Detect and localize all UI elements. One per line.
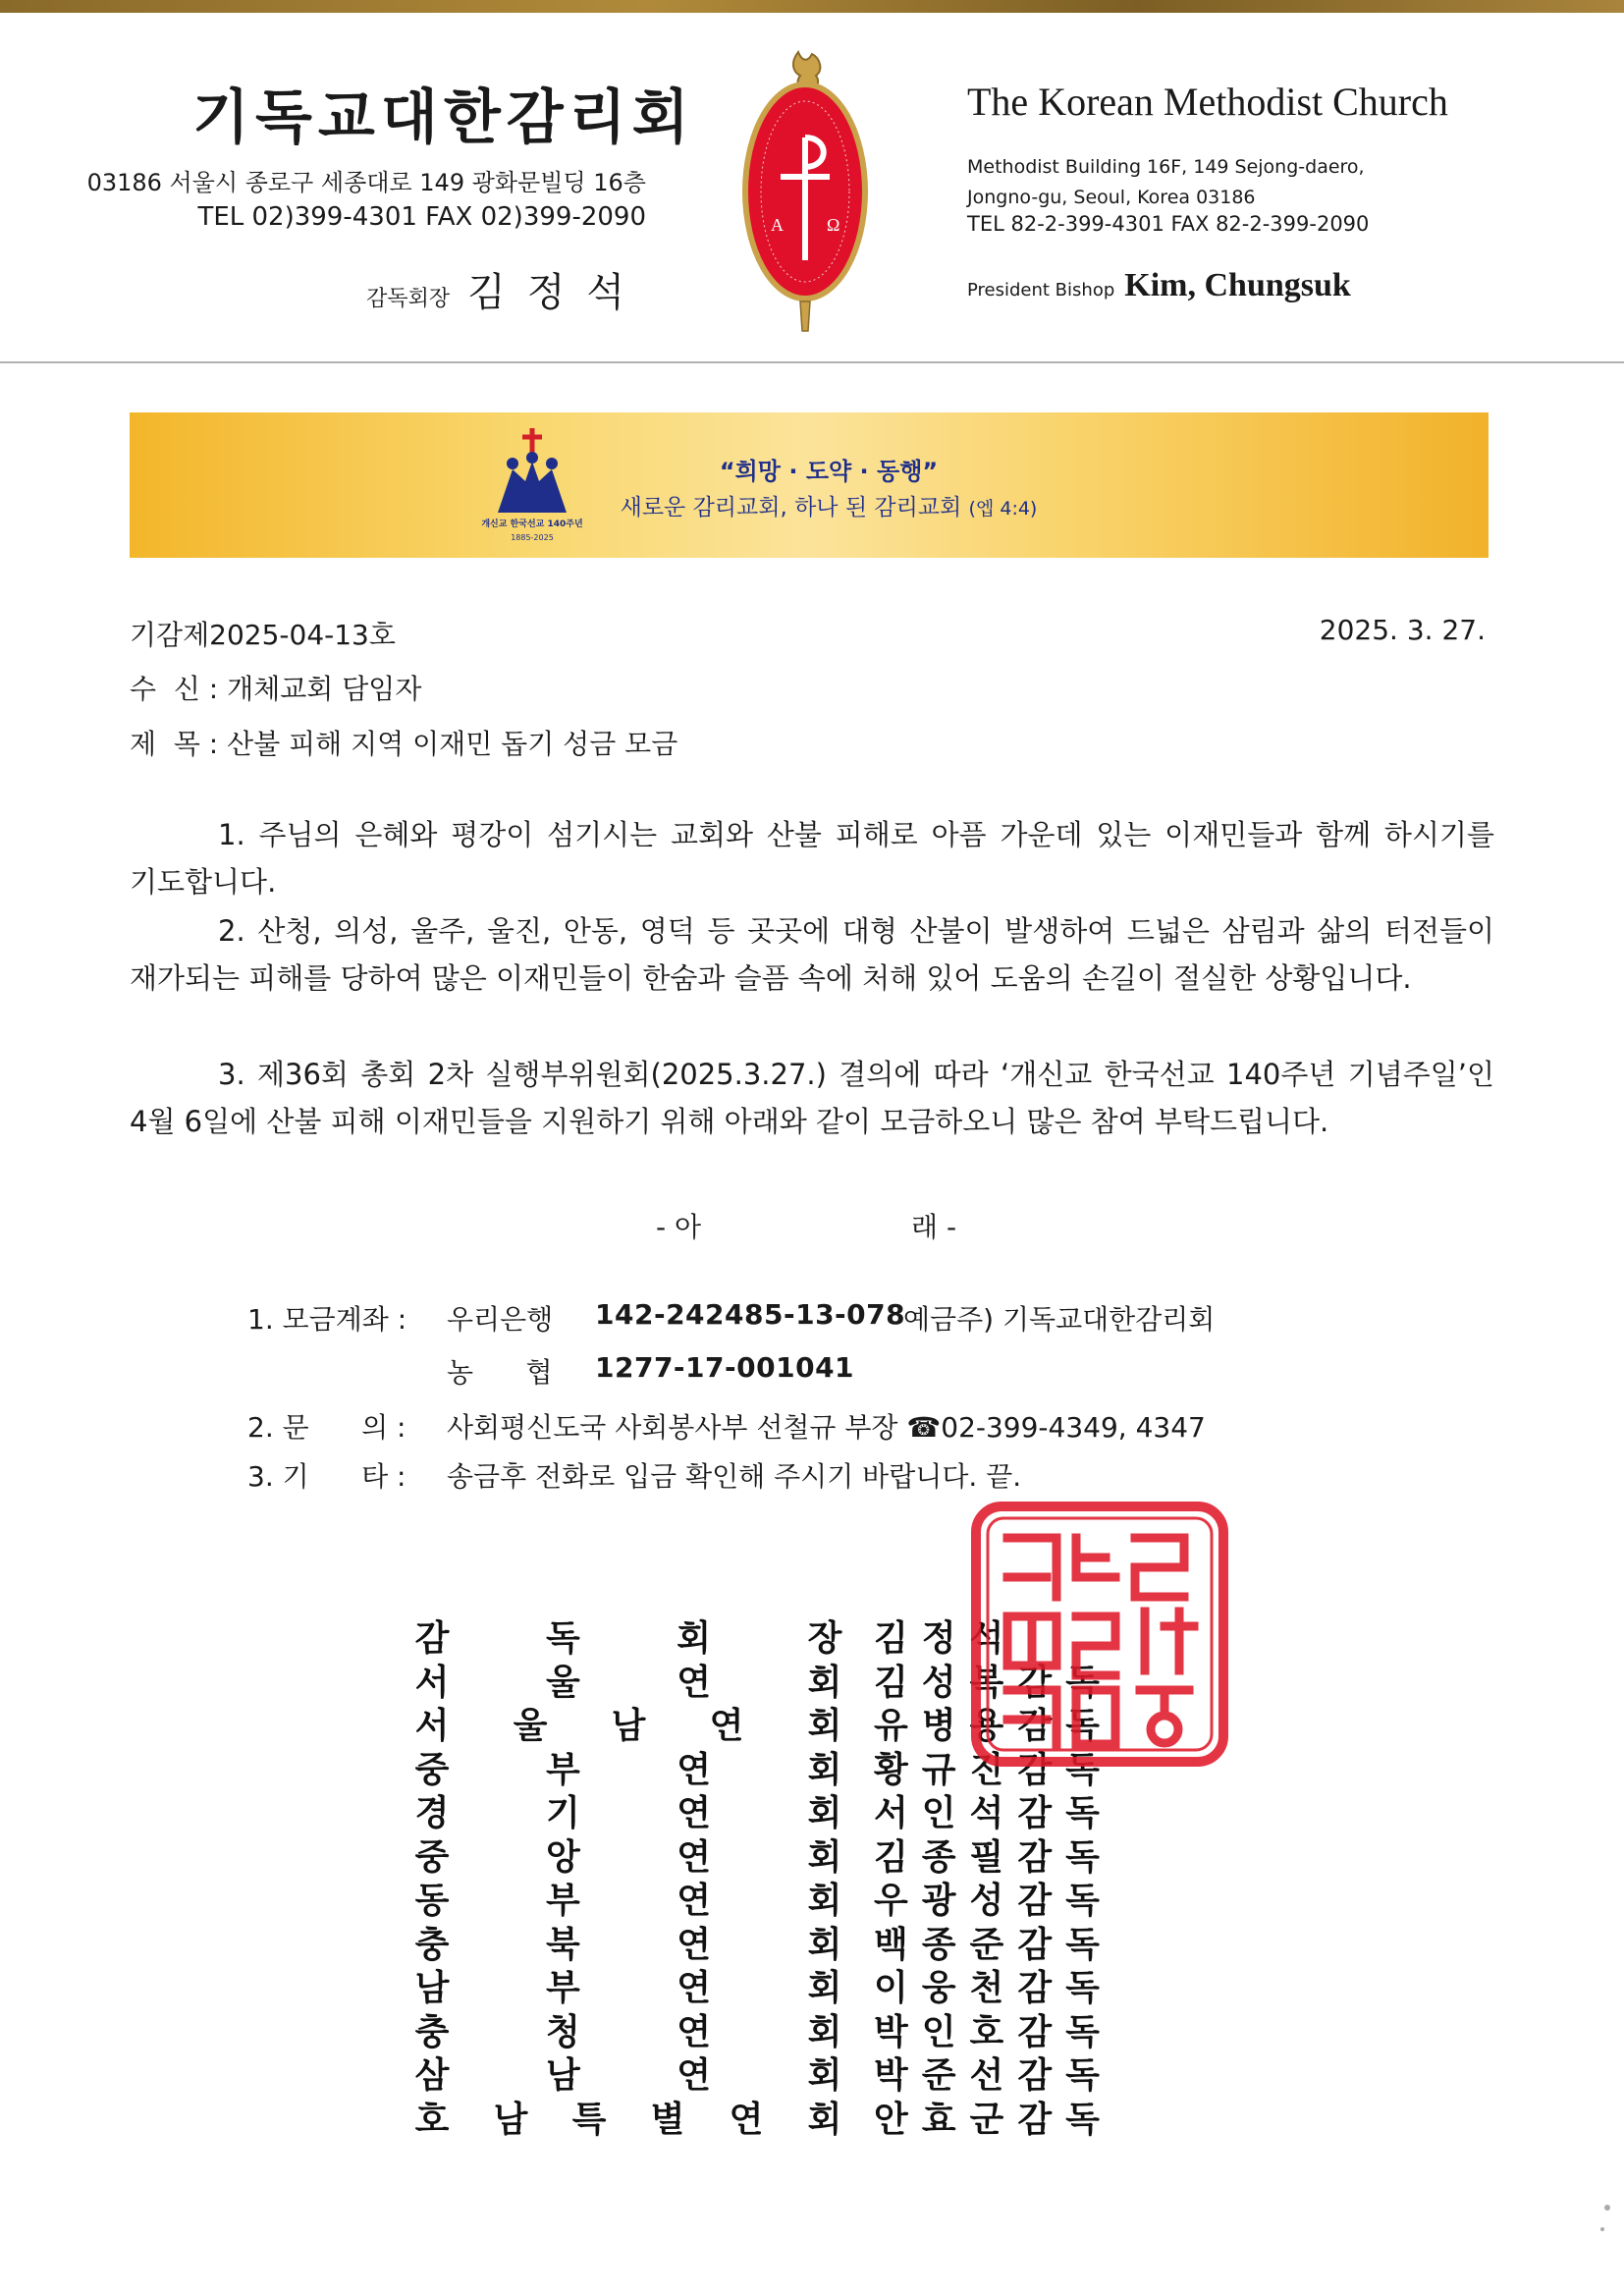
president-name-korean: 김정석 xyxy=(467,270,646,315)
paragraph-3: 3. 제36회 총회 2차 실행부위원회(2025.3.27.) 결의에 따라 ‘개신교 한국선교 140주년 기념주일’인 4월 6일에 산불 피해 이재민들을 지원하기 위해 아래와 같이 모금하오니 많은 참여 부탁드립니다. xyxy=(130,1058,1494,1138)
below-heading-right: 래 - xyxy=(911,1211,957,1243)
signatory-row xyxy=(412,1830,1113,1878)
subject-line xyxy=(130,723,677,762)
item-1-bank-2: 농 협 xyxy=(447,1356,553,1389)
emblem-omega: Ω xyxy=(827,215,840,235)
signatory-row xyxy=(412,2004,1113,2052)
item-1-account-2: 1277-17-001041 xyxy=(595,1351,855,1384)
president-name-english: Kim, Chungsuk xyxy=(1124,267,1351,303)
signatory-row xyxy=(412,1960,1113,2008)
signatory-org-char: 회 xyxy=(807,2055,842,2096)
scan-mark xyxy=(1604,2205,1610,2211)
signatory-org-char: 동 xyxy=(414,1881,450,1921)
signatory-org-char: 경 xyxy=(414,1793,450,1833)
signatory-org-char: 특 xyxy=(571,2099,607,2140)
signatory-name: 이웅천감독 xyxy=(874,1968,1113,2008)
signatory-row xyxy=(412,1917,1113,1965)
signatory-org-char: 회 xyxy=(807,2011,842,2052)
signatory-row xyxy=(412,2092,1113,2140)
subject-value: 산불 피해 지역 이재민 돕기 성금 모금 xyxy=(227,728,678,760)
signatory-org-char: 연 xyxy=(709,1706,744,1746)
scan-mark xyxy=(1600,2227,1604,2231)
signatory-org-char: 울 xyxy=(545,1662,580,1703)
signatory-org-char: 회 xyxy=(677,1618,712,1659)
signatory-org-char: 서 xyxy=(414,1706,450,1746)
signatory-org-char: 연 xyxy=(677,1968,712,2008)
signatory-name: 서인석감독 xyxy=(874,1793,1113,1833)
signatory-name: 우광성감독 xyxy=(874,1881,1113,1921)
church-emblem-icon xyxy=(731,44,879,334)
banner-subtitle xyxy=(130,489,1489,521)
signatory-row xyxy=(412,2048,1113,2096)
item-3-text: 송금후 전화로 입금 확인해 주시기 바랍니다. 끝. xyxy=(447,1460,1022,1493)
signatory-org-char: 부 xyxy=(545,1881,580,1921)
anniversary-banner xyxy=(130,412,1489,558)
official-seal-icon xyxy=(968,1499,1231,1770)
signatory-org-char: 충 xyxy=(414,1924,450,1965)
item-1-bank-1: 우리은행 xyxy=(447,1303,554,1336)
signatory-org-char: 독 xyxy=(545,1618,580,1659)
signatory-org-char: 회 xyxy=(807,1749,842,1790)
signatory-org-char: 연 xyxy=(729,2099,764,2140)
signatory-org-char: 남 xyxy=(493,2099,528,2140)
document-number: 기감제2025-04-13호 xyxy=(130,619,396,651)
signatory-org-char: 기 xyxy=(545,1793,580,1833)
signatory-org-char: 울 xyxy=(513,1706,548,1746)
paragraph-2: 2. 산청, 의성, 울주, 울진, 안동, 영덕 등 곳곳에 대형 산불이 발생하여 드넓은 삼림과 삶의 터전들이 재가되는 피해를 당하여 많은 이재민들이 한숨과 슬픔 속에 처해 있어 도움의 손길이 절실한 상황입니다. xyxy=(130,914,1494,995)
org-address-english-line1: Methodist Building 16F, 149 Sejong-daero, xyxy=(967,156,1365,178)
signatory-org-char: 연 xyxy=(677,2011,712,2052)
signatory-org-char: 회 xyxy=(807,1881,842,1921)
signatory-org-char: 부 xyxy=(545,1968,580,2008)
signatory-name: 황규진감독 xyxy=(874,1749,1113,1790)
signatory-org-char: 청 xyxy=(545,2011,580,2052)
signatory-org-char: 연 xyxy=(677,1881,712,1921)
signatory-org-char: 회 xyxy=(807,1836,842,1878)
signatory-org-char: 중 xyxy=(414,1836,450,1878)
signatory-name: 유병용감독 xyxy=(874,1706,1113,1746)
item-1-label: 1. 모금계좌 : xyxy=(247,1303,407,1336)
signatory-org-char: 앙 xyxy=(545,1836,580,1878)
recipient-label: 수 신 : xyxy=(130,673,219,705)
signatory-org-char: 연 xyxy=(677,2055,712,2096)
org-name-english: The Korean Methodist Church xyxy=(967,80,1448,124)
org-name-korean: 기독교대한감리회 xyxy=(192,83,695,152)
banner-slogan: “희망 · 도약 · 동행” xyxy=(719,458,939,485)
signatory-name: 박인호감독 xyxy=(874,2011,1113,2052)
subject-label: 제 목 : xyxy=(130,728,219,760)
signatory-org-char: 회 xyxy=(807,2099,842,2140)
signatory-org-char: 남 xyxy=(414,1968,450,2008)
signatory-org-char: 장 xyxy=(807,1618,842,1659)
signatory-org-char: 연 xyxy=(677,1662,712,1703)
signatory-org-char: 충 xyxy=(414,2011,450,2052)
signatory-org-char: 회 xyxy=(807,1793,842,1833)
signatory-org-char: 연 xyxy=(677,1749,712,1790)
signatory-org-char: 회 xyxy=(807,1968,842,2008)
signatory-org-char: 삼 xyxy=(414,2055,450,2096)
signatory-org-char: 중 xyxy=(414,1749,450,1790)
org-tel-fax-english: TEL 82-2-399-4301 FAX 82-2-399-2090 xyxy=(967,212,1370,236)
item-1-holder: 예금주) 기독교대한감리회 xyxy=(903,1303,1216,1336)
signatory-org-char: 남 xyxy=(545,2055,580,2096)
org-tel-fax-korean: TEL 02)399-4301 FAX 02)399-2090 xyxy=(197,202,646,232)
item-1-account-1: 142-242485-13-078 xyxy=(595,1298,906,1331)
signatory-org-char: 감 xyxy=(414,1618,450,1659)
document-date: 2025. 3. 27. xyxy=(1319,614,1486,646)
signatory-org-char: 회 xyxy=(807,1924,842,1965)
org-address-english xyxy=(967,152,1365,213)
president-title-english: President Bishop xyxy=(967,280,1115,301)
signatory-name: 김정석 xyxy=(874,1618,1018,1659)
signatory-org-char: 부 xyxy=(545,1749,580,1790)
signatory-row xyxy=(412,1873,1113,1921)
president-title-korean: 감독회장 xyxy=(366,287,451,311)
item-2-text: 사회평신도국 사회봉사부 선철규 부장 ☎02-399-4349, 4347 xyxy=(447,1411,1206,1444)
signatory-name: 박준선감독 xyxy=(874,2055,1113,2096)
top-border xyxy=(0,0,1624,13)
signatory-org-char: 연 xyxy=(677,1793,712,1833)
signatory-org-char: 회 xyxy=(807,1662,842,1703)
recipient-value: 개체교회 담임자 xyxy=(227,673,422,705)
signatory-org-char: 북 xyxy=(545,1924,580,1965)
signatory-org-char: 남 xyxy=(611,1706,646,1746)
header-divider xyxy=(0,361,1624,363)
signatory-org-char: 회 xyxy=(807,1706,842,1746)
logo-years: 1885-2025 xyxy=(511,533,554,542)
paragraph-1: 1. 주님의 은혜와 평강이 섬기시는 교회와 산불 피해로 아픔 가운데 있는 이재민들과 함께 하시기를 기도합니다. xyxy=(130,818,1494,899)
org-address-korean: 03186 서울시 종로구 세종대로 149 광화문빌딩 16층 xyxy=(86,169,646,196)
signatory-org-char: 서 xyxy=(414,1662,450,1703)
signatory-name: 백종준감독 xyxy=(874,1924,1113,1965)
logo-caption: 개신교 한국선교 140주년 xyxy=(481,519,583,529)
banner-verse: (엡 4:4) xyxy=(968,498,1038,519)
president-korean xyxy=(366,261,646,317)
signatory-org-char: 호 xyxy=(414,2099,450,2140)
signatory-org-char: 연 xyxy=(677,1836,712,1878)
recipient-line xyxy=(130,668,421,707)
item-2-label: 2. 문 의 : xyxy=(247,1411,406,1444)
item-3-label: 3. 기 타 : xyxy=(247,1460,406,1493)
signatory-row xyxy=(412,1785,1113,1833)
signatory-name: 안효군감독 xyxy=(874,2099,1113,2140)
banner-subtitle-text: 새로운 감리교회, 하나 된 감리교회 xyxy=(620,495,962,520)
org-address-english-line2: Jongno-gu, Seoul, Korea 03186 xyxy=(967,187,1256,208)
emblem-alpha: A xyxy=(771,215,784,235)
signatory-org-char: 연 xyxy=(677,1924,712,1965)
signatory-org-char: 별 xyxy=(650,2099,685,2140)
signatory-name: 김종필감독 xyxy=(874,1836,1113,1878)
president-english xyxy=(967,267,1351,304)
signatory-name: 김성복감독 xyxy=(874,1662,1113,1703)
below-heading-left: - 아 xyxy=(656,1211,702,1243)
